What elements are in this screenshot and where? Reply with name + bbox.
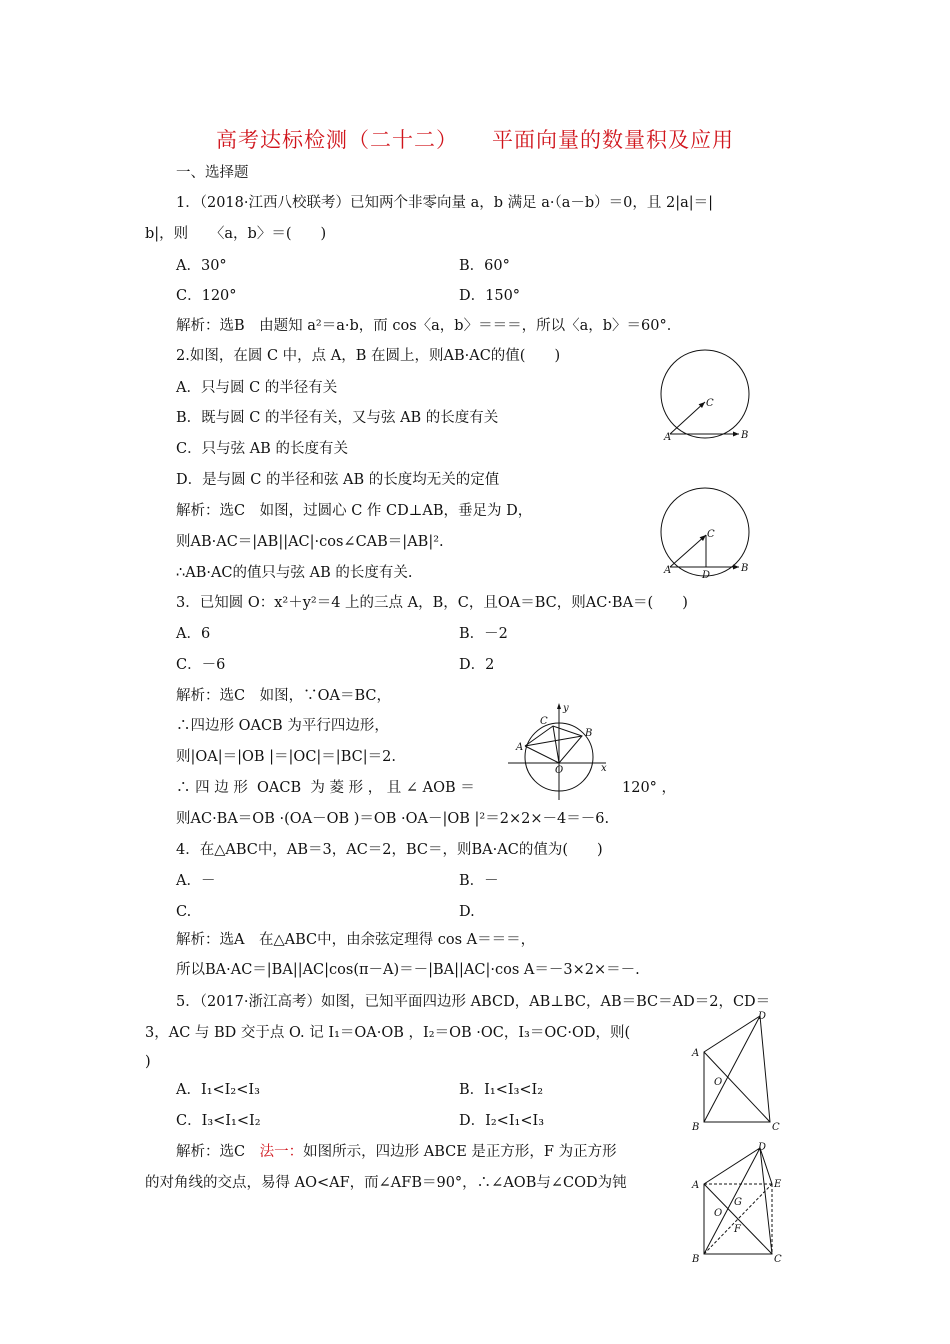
q3-fig-label-x: x: [601, 763, 607, 774]
q2-fig-vector-ac: [670, 402, 705, 434]
q2-fig-label-c: C: [706, 398, 714, 409]
q4-option-c: C.: [176, 904, 192, 920]
q2-fig-circle: [661, 350, 749, 438]
q2-sol-fig-label-b: B: [741, 563, 749, 574]
q5-fig-label-d: D: [758, 1011, 767, 1022]
q3-solution-line3: 则|OA|＝|OB |＝|OC|＝|BC|＝2.: [176, 749, 396, 765]
q3-stem: 3．已知圆 O：x²＋y²＝4 上的三点 A，B，C，且OA＝BC，则AC·BA＝( ): [176, 595, 688, 611]
page-title: [0, 124, 950, 154]
q5-sol-fig-label-a: A: [692, 1180, 700, 1191]
q1-option-d: D．150°: [459, 288, 521, 304]
q2-option-d: D．是与圆 C 的半径和弦 AB 的长度均无关的定值: [176, 472, 500, 488]
q5-stem-line1: 5．（2017·浙江高考）如图，已知平面四边形 ABCD，AB⊥BC，AB＝BC＝AD＝2，CD＝: [176, 994, 771, 1010]
q5-sol-fig-label-f: F: [734, 1224, 741, 1235]
q3-fig-diagonal-oc: [553, 726, 559, 763]
q3-solution-line1: 解析：选C 如图，∵OA＝BC，: [176, 688, 391, 704]
q2-solution-line1: 解析：选C 如图，过圆心 C 作 CD⊥AB，垂足为 D，: [176, 503, 533, 519]
q2-option-a: A．只与圆 C 的半径有关: [176, 380, 338, 396]
q2-solution-line3: ∴AB·AC的值只与弦 AB 的长度有关.: [176, 565, 413, 581]
q5-solution-figure: [686, 1138, 786, 1264]
q5-sol-fig-label-o: O: [714, 1208, 723, 1219]
q4-option-a: A．－: [176, 873, 216, 889]
q2-fig-label-a: A: [664, 432, 672, 443]
q3-rhombus-figure: [508, 700, 616, 800]
q2-solution-line2: 则AB·AC＝|AB||AC|·cos∠CAB＝|AB|².: [176, 534, 444, 550]
q5-solution-choice: 解析：选C: [176, 1144, 260, 1160]
q5-fig-quadrilateral-abcd: [704, 1016, 770, 1122]
q2-fig-label-b: B: [741, 430, 749, 441]
q5-solution-line1: [176, 1142, 617, 1162]
q5-stem-line3: ): [145, 1054, 151, 1070]
q5-option-a: A．I₁<I₂<I₃: [176, 1082, 260, 1098]
q3-fig-label-a: A: [516, 742, 524, 753]
q4-solution-line1: 解析：选A 在△ABC中，由余弦定理得 cos A＝＝＝，: [176, 932, 536, 948]
q1-option-a: A．30°: [176, 258, 227, 274]
q3-solution-line2: ∴四边形 OACB 为平行四边形，: [176, 718, 389, 734]
q3-solution-line5: 则AC·BA＝OB ·(OA－OB )＝OB ·OA－|OB |²＝2×2×－4＝－6.: [176, 811, 610, 827]
q2-stem: 2.如图，在圆 C 中，点 A，B 在圆上，则AB·AC的值( ): [176, 348, 561, 364]
q2-option-b: B．既与圆 C 的半径有关，又与弦 AB 的长度有关: [176, 410, 499, 426]
q1-option-c: C．120°: [176, 288, 237, 304]
q5-fig-label-a: A: [692, 1048, 700, 1059]
q2-sol-fig-arrowhead-ab: [733, 565, 739, 570]
q5-sol-fig-label-e: E: [774, 1179, 782, 1190]
q3-option-d: D．2: [459, 657, 495, 673]
q3-fig-diagonal-ab: [525, 736, 582, 746]
q4-option-b: B．－: [459, 873, 499, 889]
q2-sol-fig-label-a: A: [664, 565, 672, 576]
q5-fig-label-o: O: [714, 1077, 723, 1088]
q3-fig-label-o: O: [555, 765, 564, 776]
q1-stem-line2: b|，则 〈a，b〉＝( ): [145, 226, 327, 242]
q4-solution-line2: 所以BA·AC＝|BA||AC|cos(π－A)＝－|BA||AC|·cos A＝－3×2×＝－.: [176, 962, 640, 978]
q5-solution-line2: 的对角线的交点，易得 AO<AF，而∠AFB＝90°，∴∠AOB与∠COD为钝: [145, 1175, 627, 1191]
q1-solution: 解析：选B 由题知 a²＝a·b，而 cos〈a，b〉＝＝＝，所以〈a，b〉＝60°．: [176, 318, 682, 334]
q5-stem-line2: 3，AC 与 BD 交于点 O. 记 I₁＝OA·OB ，I₂＝OB ·OC，I₃＝OC·OD，则(: [145, 1025, 631, 1041]
q2-fig-arrowhead-ab: [733, 432, 739, 437]
q5-option-b: B．I₁<I₃<I₂: [459, 1082, 544, 1098]
q2-sol-fig-label-c: C: [707, 529, 715, 540]
q5-fig-label-b: B: [692, 1122, 700, 1133]
q2-solution-figure: [654, 490, 754, 586]
q4-stem: 4．在△ABC中，AB＝3，AC＝2，BC＝，则BA·AC的值为( ): [176, 842, 603, 858]
q3-option-c: C．－6: [176, 657, 226, 673]
q3-solution-line4-angle: 120° ，: [622, 780, 677, 796]
q3-fig-label-c: C: [540, 716, 548, 727]
title-sub: 平面向量的数量积及应用: [492, 128, 734, 152]
title-main: 高考达标检测（二十二）: [216, 128, 458, 152]
q4-option-d: D.: [459, 904, 475, 920]
q5-sol-fig-label-g: G: [734, 1197, 742, 1208]
q5-solution-text: 如图所示，四边形 ABCE 是正方形，F 为正方形: [303, 1144, 617, 1160]
q3-option-a: A．6: [176, 626, 211, 642]
q1-option-b: B．60°: [459, 258, 510, 274]
q3-fig-label-y: y: [563, 703, 569, 714]
q2-option-c: C．只与弦 AB 的长度有关: [176, 441, 348, 457]
q5-solution-method-label: 法一：: [259, 1144, 304, 1160]
section-heading: 一、选择题: [176, 165, 249, 181]
q3-option-b: B．－2: [459, 626, 508, 642]
q5-quadrilateral-figure: [686, 1010, 786, 1136]
q5-option-d: D．I₂<I₁<I₃: [459, 1113, 545, 1129]
q1-stem-line1: 1．（2018·江西八校联考）已知两个非零向量 a，b 满足 a·（a－b）＝0，且 2|a|＝|: [176, 195, 714, 211]
q3-solution-line4: ∴ 四 边 形 OACB 为 菱 形 ， 且 ∠ AOB ＝: [176, 780, 475, 796]
q2-sol-fig-vector-ac: [670, 535, 706, 567]
q5-sol-fig-diagonal-bd: [704, 1148, 760, 1254]
q3-fig-label-b: B: [585, 728, 593, 739]
q5-option-c: C．I₃<I₁<I₂: [176, 1113, 261, 1129]
q5-sol-fig-label-d: D: [758, 1142, 767, 1153]
q2-circle-figure: [654, 352, 754, 448]
q5-sol-fig-label-b: B: [692, 1254, 700, 1265]
q5-fig-label-c: C: [772, 1122, 780, 1133]
q5-fig-diagonal-bd: [704, 1016, 760, 1122]
q5-sol-fig-label-c: C: [774, 1254, 782, 1265]
q3-fig-y-arrow: [557, 703, 561, 709]
q2-sol-fig-label-d: D: [702, 570, 711, 581]
